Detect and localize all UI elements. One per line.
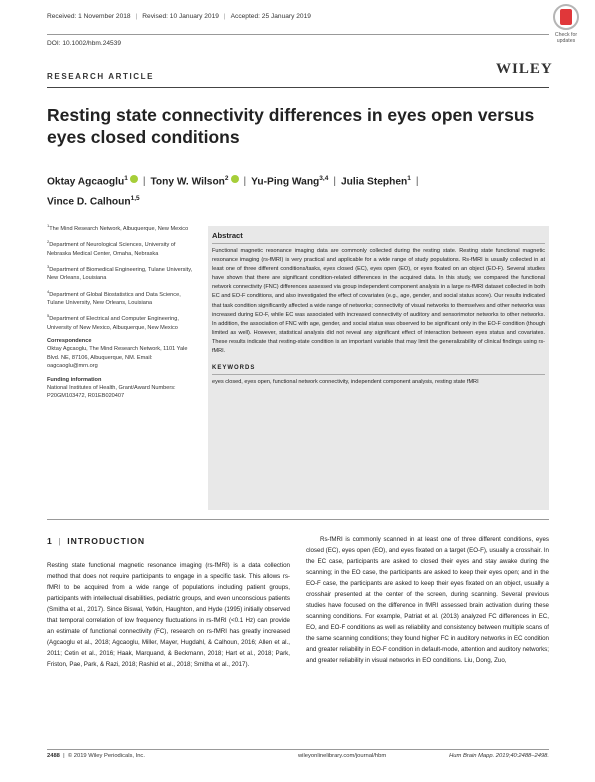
affiliation-text: Department of Biomedical Engineering, Tulane University, New Orleans, Louisiana — [47, 266, 193, 282]
affiliation — [47, 288, 197, 308]
received-date: Received: 1 November 2018 — [47, 13, 131, 20]
check-for-updates-badge[interactable] — [548, 4, 584, 50]
article-type: RESEARCH ARTICLE — [47, 72, 155, 81]
separator: | — [58, 536, 62, 546]
keywords-heading: KEYWORDS — [212, 365, 545, 375]
section-heading — [47, 536, 145, 546]
correspondence-heading: Correspondence — [47, 337, 92, 344]
affiliation-text: Department of Electrical and Computer Engineering, University of New Mexico, Albuquerque, New Mexico — [47, 316, 179, 331]
affiliation-text: Department of Global Biostatistics and Data Science, Tulane University, New Orleans, Louisiana — [47, 291, 181, 306]
funding-text: National Institutes of Health, Grant/Award Numbers: P20GM103472, R01EB020407 — [47, 384, 176, 400]
author-affiliation-ref: 1 — [124, 175, 128, 182]
affiliation-number: 5 — [47, 313, 50, 319]
separator: | — [223, 13, 226, 20]
affiliation-text: The Mind Research Network, Albuquerque, New Mexico — [49, 225, 189, 232]
crossmark-icon — [553, 4, 579, 30]
affiliation — [47, 222, 197, 233]
abstract-box — [208, 226, 549, 510]
author-name[interactable]: Oktay Agcaoglu — [47, 176, 125, 188]
separator: | — [59, 753, 68, 759]
author-affiliation-ref: 1 — [407, 175, 411, 182]
revised-date: Revised: 10 January 2019 — [142, 13, 219, 20]
author-affiliation-ref: 3,4 — [319, 175, 329, 182]
author-name[interactable]: Yu-Ping Wang — [251, 176, 320, 188]
page-number: 2488 — [47, 753, 60, 759]
author-affiliation-ref: 1,5 — [130, 195, 140, 203]
separator: | — [333, 176, 336, 188]
separator: | — [243, 176, 247, 188]
footer-left — [47, 753, 145, 759]
section-title: INTRODUCTION — [67, 536, 146, 546]
crossmark-line2: updates — [556, 38, 576, 44]
affiliations-column — [47, 222, 197, 406]
keywords-text: eyes closed, eyes open, functional network connectivity, independent component analysis, resting state fMRI — [212, 379, 479, 386]
orcid-icon[interactable] — [231, 175, 239, 183]
correspondence-text: Oktay Agcaoglu, The Mind Research Network, 1101 Yale Blvd. NE, 87106, Albuquerque, NM. Email: oagcaoglu@mrn.org — [47, 346, 188, 370]
body-paragraph: Rs-fMRI is commonly scanned in at least one of three different conditions, eyes closed (EC), eyes open (EO), and eyes fixated on a target (EO-F), usually a crosshair. In the EC case, participants are asked to closed their eyes and stay awake during the scanning; in the EO case, the participants are asked to keep their eyes open; and in the EO-F case, the participants are asked to keep their eyes fixated on an object, usually a crosshair presented at the center of the screen, during scanning. Several previous studies have focused on the difference in fMRI assessed brain activation during these scanning conditions. For example, Patriat et al. (2013) analyzed FC differences in EC, EO, and EO-F conditions as well as reliability and consistency between multiple scans of the same scanning conditions; they found higher FC in auditory networks in EC condition and greater reliability in EO-F condition in default-mode, attention and auditory networks; and greater reliability in visual networks in EO conditions. Liu, Dong, Zuo, — [306, 536, 549, 664]
author-name[interactable]: Vince D. Calhoun — [47, 196, 131, 208]
citation: Hum Brain Mapp. 2019;40:2488–2498. — [449, 753, 549, 759]
journal-url[interactable]: wileyonlinelibrary.com/journal/hbm — [298, 753, 387, 759]
doi[interactable]: DOI: 10.1002/hbm.24539 — [47, 40, 122, 47]
accepted-date: Accepted: 25 January 2019 — [230, 13, 311, 20]
publisher-logo: WILEY — [496, 61, 553, 77]
divider — [47, 34, 549, 35]
divider — [47, 87, 549, 88]
crossmark-label — [548, 32, 584, 44]
body-paragraph: Resting state functional magnetic resonance imaging (rs-fMRI) is a data collection method that does not require participants to engage in a specific task. This allows rs-fMRI to be acquired from a wide range of populations including patient groups, participants with intellectual disabilities, pediatric groups, and even unconscious patients (Smitha et al., 2017). Since Biswal, Yetkin, Haughton, and Hyde (1995) initially observed that temporal correlation of low frequency fluctuations in rs-fMRI (<0.1 Hz) can provide an estimate of functional connectivity (FC), research on rs-fMRI has greatly increased (Agcaoglu et al., 2018; Agcaoglu, Miller, Mayer, Hugdahl, & Calhoun, 2016; Allen et al., 2011; Cetin et al., 2016; Haak, Marquand, & Beckmann, 2018; Hart et al., 2018; Park, Friston, Pae, Park, & Razi, 2018; Rashid et al., 2018; Smitha et al., 2017). — [47, 562, 290, 668]
copyright: © 2019 Wiley Periodicals, Inc. — [67, 753, 145, 759]
affiliation-number: 3 — [47, 263, 50, 269]
divider — [47, 749, 549, 750]
author-affiliation-ref: 2 — [224, 175, 229, 182]
author-name[interactable]: Julia Stephen — [340, 176, 408, 188]
abstract-heading: Abstract — [212, 231, 545, 244]
affiliation-number: 1 — [47, 223, 50, 228]
abstract-text: Functional magnetic resonance imaging data are commonly collected during the resting state. Resting state functional magnetic resonance imaging (rs-fMRI) is very practical and applicable for a wide range of study populations. Rs-fMRI is usually collected in at least one of three different conditions/tasks, eyes closed (EC), eyes open (EO), or eyes fixated on an object (EO-F). Several studies have shown that there are significant condition-related differences in the acquired data. In this study, we compared the functional network connectivity (FNC) differences assessed via group independent component analysis in a large rs-fMRI dataset collected in both EC and EO-F conditions, and also investigated the effect of covariates (e.g., age, gender, and social status score). Our results indicated that task condition significantly affected a wide range of networks; connectivity of visual networks to themselves and other networks was increased during EO-F, while EC was associated with increased connectivity of auditory and sensorimotor networks to other networks. In addition, the association of FNC with age, gender, and social status was observed to be significant only in the EO-F condition (though limited as well). However, statistical analysis did not reveal any significant effect of interaction between eyes status and covariates. These results indicate that resting-state condition is an important variable that may limit the generalizability of clinical findings using rs-fMRI. — [212, 248, 546, 355]
affiliation — [47, 238, 197, 258]
article-dates — [47, 12, 311, 22]
affiliation — [47, 312, 197, 332]
affiliation-text: Department of Neurological Sciences, University of Nebraska Medical Center, Omaha, Nebraska — [47, 242, 176, 257]
affiliation-number: 2 — [47, 239, 50, 245]
body-column-right — [306, 534, 549, 666]
body-column-left — [47, 560, 290, 670]
separator: | — [142, 176, 146, 188]
section-number: 1 — [47, 536, 53, 546]
affiliation-number: 4 — [47, 288, 50, 294]
crossmark-line1: Check for — [554, 32, 578, 38]
article-title: Resting state connectivity differences in eyes open versus eyes closed conditions — [47, 105, 535, 147]
author-name[interactable]: Tony W. Wilson — [150, 176, 225, 188]
author-list — [47, 170, 552, 211]
separator: | — [135, 13, 138, 20]
separator: | — [415, 176, 419, 188]
affiliation — [47, 263, 197, 283]
funding-heading: Funding information — [47, 376, 102, 383]
divider — [47, 519, 549, 520]
orcid-icon[interactable] — [130, 175, 138, 183]
